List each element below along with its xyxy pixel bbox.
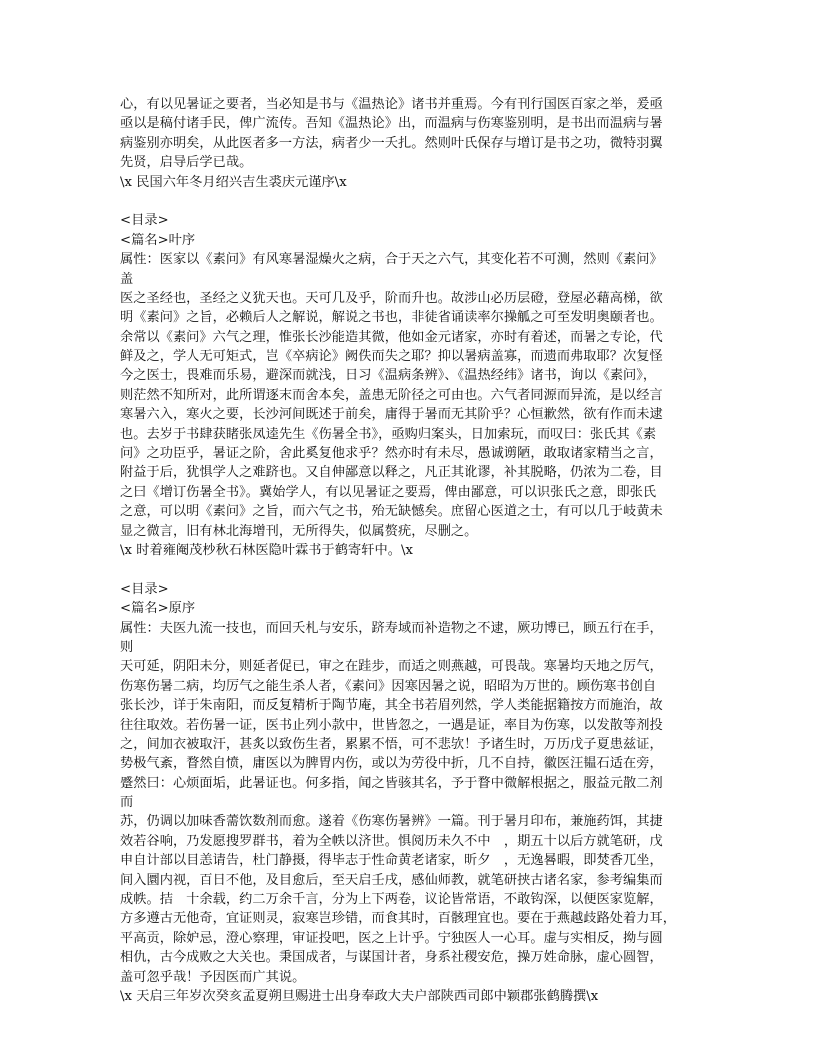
text-line: 则茫然不知所对，此所谓逐末而舍本矣，盖患无阶径之可由也。六气者同源而异流，是以经言 xyxy=(120,387,663,403)
text-line: 往往取效。若伤暑一证，医书止列小款中，世皆忽之，一遇是证，率目为伤寒，以发散等剂投 xyxy=(120,717,663,733)
text-line: 则 xyxy=(120,639,134,655)
section-title: <篇名>叶序 xyxy=(120,232,196,248)
text-line: 盖可忽乎哉！予因医而广其说。 xyxy=(120,969,306,985)
text-line: 寒暑六入，寒火之要，长沙河间既述于前矣，庸得于暑而无其阶乎？心恒歉然，欲有作而未逮 xyxy=(120,407,663,423)
text-line: 也。去岁于书肆获睹张凤逵先生《伤暑全书》，亟购归案头，日加索玩，而叹曰：张氏其《素 xyxy=(120,426,657,442)
document-page xyxy=(120,95,698,1026)
toc-marker: <目录> xyxy=(120,213,169,229)
blank-line xyxy=(120,560,698,579)
text-line: 成帙。拮 十余载，约二万余千言，分为上下两卷，议论皆常语，不敢钩深，以便医家览解， xyxy=(120,892,663,908)
text-line: 方多遵古无他奇，宜证则灵，寂寒岂珍错，而食其时，百骸理宜也。要在于燕越歧路处着力耳， xyxy=(120,911,676,927)
text-line: 张长沙，详于朱南阳，而反复精析于陶节庵，其全书若眉列然，学人类能据籍按方而施治，故 xyxy=(120,698,663,714)
text-line: 病鉴别亦明矣，从此医者多一方法，病者少一夭扎。然则叶氏保存与增订是书之功，微特羽翼 xyxy=(120,135,663,151)
text-line: 势极气紊，瞀然自愤，庸医以为脾胃内伤，或以为劳役中折，几不自持，徽医汪韫石适在旁， xyxy=(120,756,663,772)
section-title: <篇名>原序 xyxy=(120,601,196,617)
blank-line xyxy=(120,192,698,211)
text-line: 之意，可以明《素问》之旨，而六气之书，殆无缺憾矣。庶留心医道之士，有可以几于岐黄未 xyxy=(120,504,663,520)
preface-signature xyxy=(120,1006,698,1025)
text-line: 显之微言，旧有林北海增刊，无所得失，似属赘疣，尽删之。 xyxy=(120,523,478,539)
text-line: 之，间加衣被取汗，甚炙以致伤生者，累累不悟，可不悲欤！予诸生时，万历戊子夏患兹证， xyxy=(120,736,663,752)
text-line: 而 xyxy=(120,795,134,811)
text-line: 伤寒伤暑二病，均厉气之能生杀人者，《素问》因寒因暑之说，昭昭为万世的。顾伤寒书创自 xyxy=(120,678,657,694)
text-line: 余常以《素问》六气之理，惟张长沙能造其微，他如金元诸家，亦时有着述，而暑之专论，代 xyxy=(120,329,663,345)
preface-signature: \x 时着雍阉茂杪秋石林医隐叶霖书于鹤寄轩中。\x xyxy=(120,542,413,558)
text-line: 申自计部以目恙请告，杜门静摄，得毕志于性命黄老诸家，昕夕 ，无逸晷暇，即焚香兀坐， xyxy=(120,853,663,869)
text-line: 附益于后，犹惧学人之难跻也。又自伸鄙意以释之，凡正其讹谬，补其脱略，仍浓为二卷，目 xyxy=(120,465,663,481)
text-line: 天可延，阴阳未分，则延者促已，审之在跬步，而适之则燕越，可畏哉。寒暑均天地之厉气， xyxy=(120,659,663,675)
text-line: 心，有以见暑证之要者，当必知是书与《温热论》诸书并重焉。今有刊行国医百家之举，爰亟 xyxy=(120,97,663,112)
text-line: 先贤，启导后学已哉。 xyxy=(120,155,253,171)
text-line: 蹙然曰：心烦面垢，此暑证也。何多指，闻之皆骇其名，予于瞀中微解根据之，服益元散二剂 xyxy=(120,775,663,791)
text-line: 医之圣经也，圣经之义犹天也。天可几及乎，阶而升也。故涉山必历层磴，登屋必藉高梯，欲 xyxy=(120,290,663,306)
text-line: 平高贡，除妒忌，澄心察理，审证投吧，医之上计乎。宁独医人一心耳。虚与实相反，拗与圆 xyxy=(120,930,663,946)
text-line: 问》之功臣乎，暑证之阶，舍此奚复他求乎？然亦时有未尽，愚诚谫陋，敢取诸家精当之言， xyxy=(120,446,663,462)
text-line: 盖 xyxy=(120,271,134,287)
text-line: 今之医士，畏难而乐易，避深而就浅，日习《温病条辨》、《温热经纬》诸书，询以《素问》， xyxy=(120,368,657,384)
text-line: 相仇，古今成败之大关也。秉国成者，与谋国计者，身系社稷安危，操万姓命脉，虚心圆智， xyxy=(120,950,663,966)
text-line: \x 天启三年岁次癸亥孟夏朔旦赐进士出身奉政大夫户部陕西司郎中颖郡张鹤腾撰\x xyxy=(120,988,599,1004)
preface-signature: \x 民国六年冬月绍兴吉生裘庆元谨序\x xyxy=(120,174,347,190)
text-line: 属性：医家以《素问》有风寒暑湿燥火之病，合于天之六气，其变化若不可测，然则《素问》 xyxy=(120,252,663,268)
text-line: 效若谷响，乃发愿搜罗群书，着为全帙以济世。惧阅历未久不中 ，期五十以后方就笔研，戊 xyxy=(120,833,663,849)
text-line: 亟以是稿付诸手民，俾广流传。吾知《温热论》出，而温病与伤寒鉴别明，是书出而温病与暑 xyxy=(120,116,663,132)
toc-marker: <目录> xyxy=(120,581,169,597)
text-line: 明《素问》之旨，必赖后人之解说，解说之书也，非徒省诵读率尔操觚之可至发明奥颐者也。 xyxy=(120,310,663,326)
text-line: 之曰《增订伤暑全书》。冀始学人，有以见暑证之要焉，俾由鄙意，可以识张氏之意，即张氏 xyxy=(120,484,657,500)
text-line: 苏，仍调以加味香薷饮数剂而愈。遂着《伤寒伤暑辨》一篇。刊于暑月印布，兼施药饵，其捷 xyxy=(120,814,663,830)
text-line: 属性：夫医九流一技也，而回夭札与安乐，跻寿域而补造物之不逮，厥功博已，顾五行在手， xyxy=(120,620,663,636)
text-line: 鲜及之，学人无可矩式，岂《卒病论》阙佚而失之耶？抑以暑病盖寡，而遗而弗取耶？次复怪 xyxy=(120,349,663,365)
text-line: 间入圜内视，百日不他，及目愈后，至天启壬戌，感仙师教，就笔研挟古诸名家，参考编集而 xyxy=(120,872,663,888)
